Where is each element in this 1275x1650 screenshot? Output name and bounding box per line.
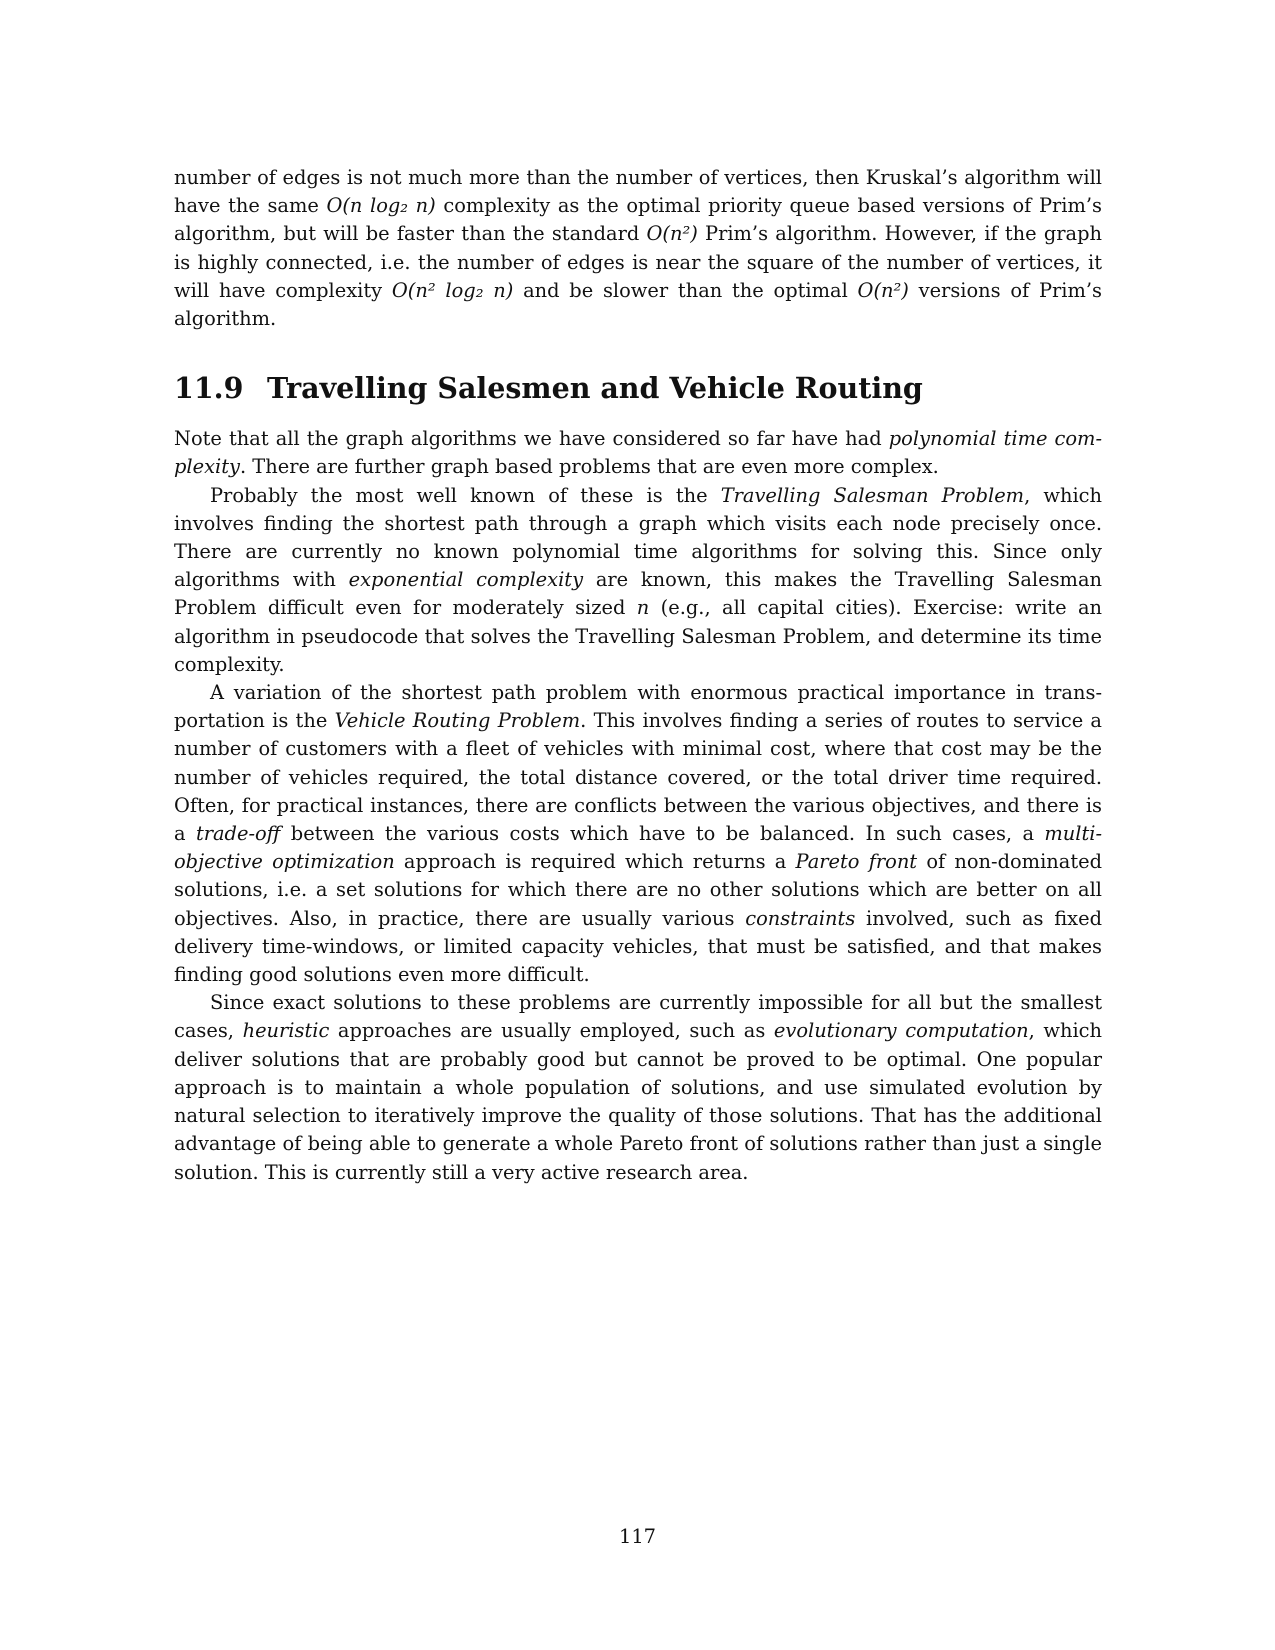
paragraph-1: [174, 425, 1102, 481]
emphasis: trade-off: [195, 822, 281, 846]
math-expression: O(n²): [857, 278, 909, 302]
emphasis: multi-objective optimization: [174, 822, 1103, 874]
text-run: and be slower than the optimal: [513, 278, 858, 302]
text-run: . There are further graph based problems that are even more complex.: [239, 455, 939, 479]
text-run: involved, such as fixed delivery time-windows, or limited capacity vehicles, that must be satisfied, and that makes finding good solutions even more difficult.: [174, 906, 1102, 987]
math-expression: n: [636, 596, 650, 620]
emphasis: polynomial time complexity: [174, 427, 1102, 479]
page-body: [174, 164, 1102, 1187]
section-title: Travelling Salesmen and Vehicle Routing: [267, 371, 923, 406]
emphasis: exponential complexity: [348, 568, 584, 592]
emphasis: Pareto front: [795, 850, 918, 874]
math-expression: O(n² log₂ n): [391, 278, 514, 302]
text-run: Prim’s algorithm. However, if the graph is highly connected, i.e. the number of edges is near the square of the number of vertices, it will have complexity: [174, 222, 1102, 302]
text-run: . This involves finding a series of routes to service a number of customers with a fleet of vehicles with minimal cost, where that cost may be the number of vehicles required, the total distance covered, or the total driver time required. Often, for practical instances, there are conflicts between the various objectives, and there is a: [174, 709, 1102, 846]
section-heading: [174, 371, 1102, 405]
text-run: , which involves finding the shortest path through a graph which visits each node precisely once. There are currently no known polynomial time algorithms for solving this. Since only algorithms with: [174, 483, 1102, 592]
emphasis: Vehicle Routing Problem: [334, 709, 581, 733]
text-run: number of edges is not much more than the number of vertices, then Kruskal’s algorithm will have the same: [174, 166, 1102, 218]
page-number: 117: [618, 1525, 656, 1548]
paragraph-3: [174, 679, 1102, 989]
text-run: are known, this makes the Travelling Salesman Problem difficult even for moderately sized: [174, 568, 1102, 620]
text-run: approaches are usually employed, such as: [329, 1019, 774, 1043]
section-number: 11.9: [174, 371, 244, 406]
text-run: of non-dominated solutions, i.e. a set solutions for which there are no other solutions which are better on all objectives. Also, in practice, there are usually various: [174, 850, 1103, 930]
continuation-paragraph: [174, 164, 1102, 333]
emphasis: heuristic: [242, 1019, 330, 1043]
emphasis: constraints: [745, 906, 856, 930]
text-run: Note that all the graph algorithms we have considered so far have had: [174, 427, 889, 451]
text-run: , which deliver solutions that are probably good but cannot be proved to be optimal. One popular approach is to maintain a whole population of solutions, and use simulated evolution by natural selection to iteratively improve the quality of those solutions. That has the additional advantage of being able to generate a whole Pareto front of solutions rather than just a single solution. This is currently still a very active research area.: [174, 1019, 1102, 1184]
math-expression: O(n log₂ n): [326, 194, 436, 218]
emphasis: Travelling Salesman Problem: [720, 483, 1025, 507]
text-run: complexity as the optimal priority queue based versions of Prim’s algorithm, but will be faster than the standard: [174, 194, 1102, 246]
text-run: Probably the most well known of these is the: [210, 483, 721, 507]
paragraph-2: [174, 482, 1102, 679]
emphasis: evolutionary computation: [773, 1019, 1029, 1043]
text-run: Since exact solutions to these problems are currently impossible for all but the smallest cases,: [174, 991, 1102, 1043]
paragraph-4: [174, 989, 1102, 1186]
text-run: approach is required which returns a: [394, 850, 796, 874]
text-run: (e.g., all capital cities). Exercise: write an algorithm in pseudocode that solves the Travelling Salesman Problem, and determine its time complexity.: [174, 596, 1102, 676]
text-run: versions of Prim’s algorithm.: [174, 278, 1102, 331]
text-run: A variation of the shortest path problem with enormous practical importance in transportation is the: [174, 681, 1102, 733]
text-run: between the various costs which have to be balanced. In such cases, a: [280, 822, 1045, 846]
math-expression: O(n²): [646, 222, 698, 246]
